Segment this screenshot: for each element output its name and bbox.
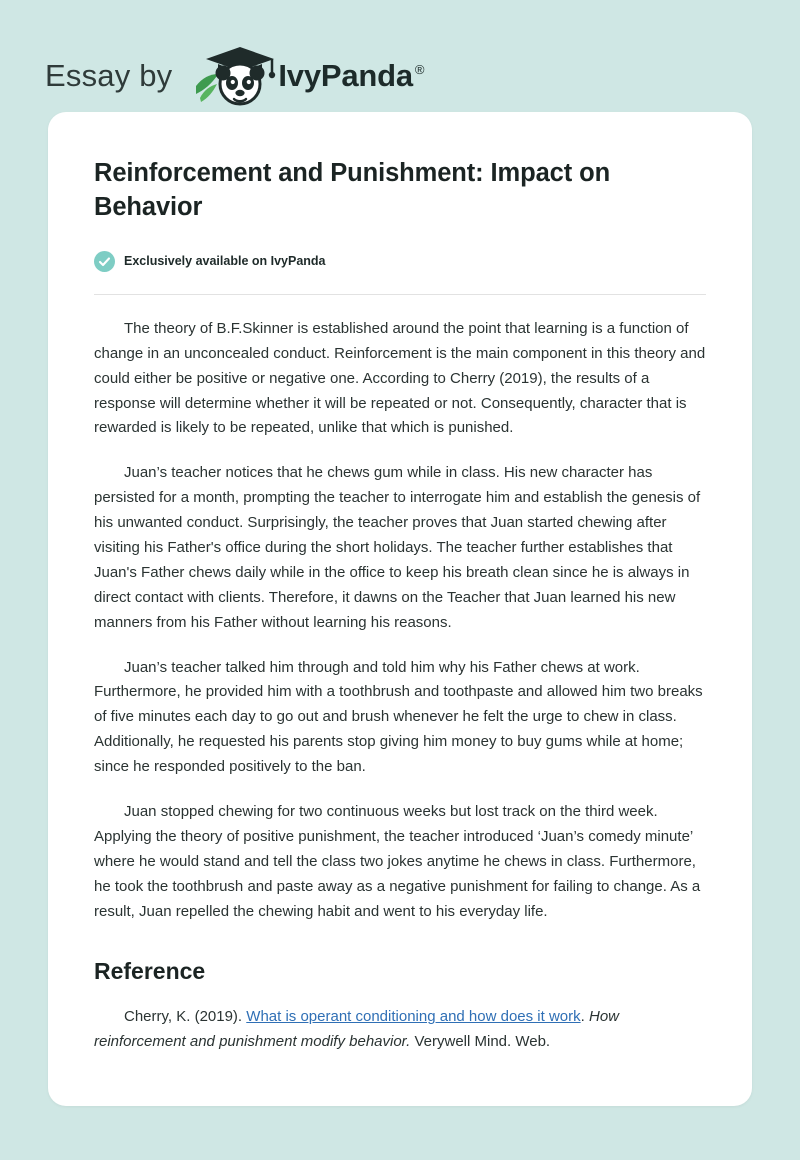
registered-mark: ® bbox=[414, 61, 425, 77]
essay-card bbox=[48, 112, 752, 1106]
body-paragraph: Juan’s teacher notices that he chews gum while in class. His new character has persisted for a month, prompting the teacher to interrogate him and establish the genesis of his unwanted conduct. Surprisingly, the teacher proves that Juan started chewing after visiting his Father's office during the short holidays. The teacher further establishes that Juan's Father chews daily while in the office to keep his breath clean since he is always in direct contact with clients. Therefore, it dawns on the Teacher that Juan learned his new manners from his Father without learning his reasons. bbox=[94, 464, 701, 631]
reference-entry bbox=[94, 1005, 706, 1054]
reference-italic: How reinforcement and punishment modify behavior. bbox=[94, 1008, 619, 1050]
reference-source: Verywell Mind. Web. bbox=[414, 1032, 551, 1050]
body-paragraph: Juan’s teacher talked him through and told him why his Father chews at work. Furthermore, he provided him with a toothbrush and toothpaste and allowed him two breaks of five minutes each day to go out and brush whenever he felt the urge to chew in class. Additionally, he requested his parents stop giving him money to buy gums while at home; since he responded positively to the ban. bbox=[94, 658, 703, 776]
check-circle-icon bbox=[94, 251, 115, 272]
divider bbox=[94, 294, 706, 295]
reference-author: Cherry, K. (2019). bbox=[124, 1008, 243, 1026]
brand-name: IvyPanda bbox=[278, 57, 413, 93]
exclusive-label: Exclusively available on IvyPanda bbox=[124, 254, 326, 269]
page-title: Reinforcement and Punishment: Impact on Behavior bbox=[94, 159, 611, 222]
exclusive-badge bbox=[94, 251, 706, 272]
body-paragraph: Juan stopped chewing for two continuous weeks but lost track on the third week. Applying the theory of positive punishment, the teacher introduced ‘Juan’s comedy minute’ where he would stand and tell the class two jokes anytime he chews in class. Furthermore, he took the toothbrush and paste away as a negative punishment for failing to change. As a result, Juan repelled the chewing habit and went to his everyday life. bbox=[94, 802, 701, 920]
body-paragraph: The theory of B.F.Skinner is established around the point that learning is a function of change in an unconcealed conduct. Reinforcement is the main component in this theory and could either be positive or negative one. According to Cherry (2019), the results of a response will determine whether it will be repeated or not. Consequently, character that is rewarded is likely to be repeated, unlike that which is punished. bbox=[94, 319, 706, 437]
essay-by-label: Essay by bbox=[45, 57, 173, 93]
brand-header bbox=[0, 0, 800, 112]
ivypanda-logo[interactable] bbox=[188, 42, 424, 108]
reference-heading: Reference bbox=[94, 958, 206, 985]
reference-period: . bbox=[580, 1008, 585, 1026]
reference-link[interactable]: What is operant conditioning and how does it work bbox=[246, 1008, 581, 1026]
panda-graduate-icon bbox=[188, 42, 280, 108]
